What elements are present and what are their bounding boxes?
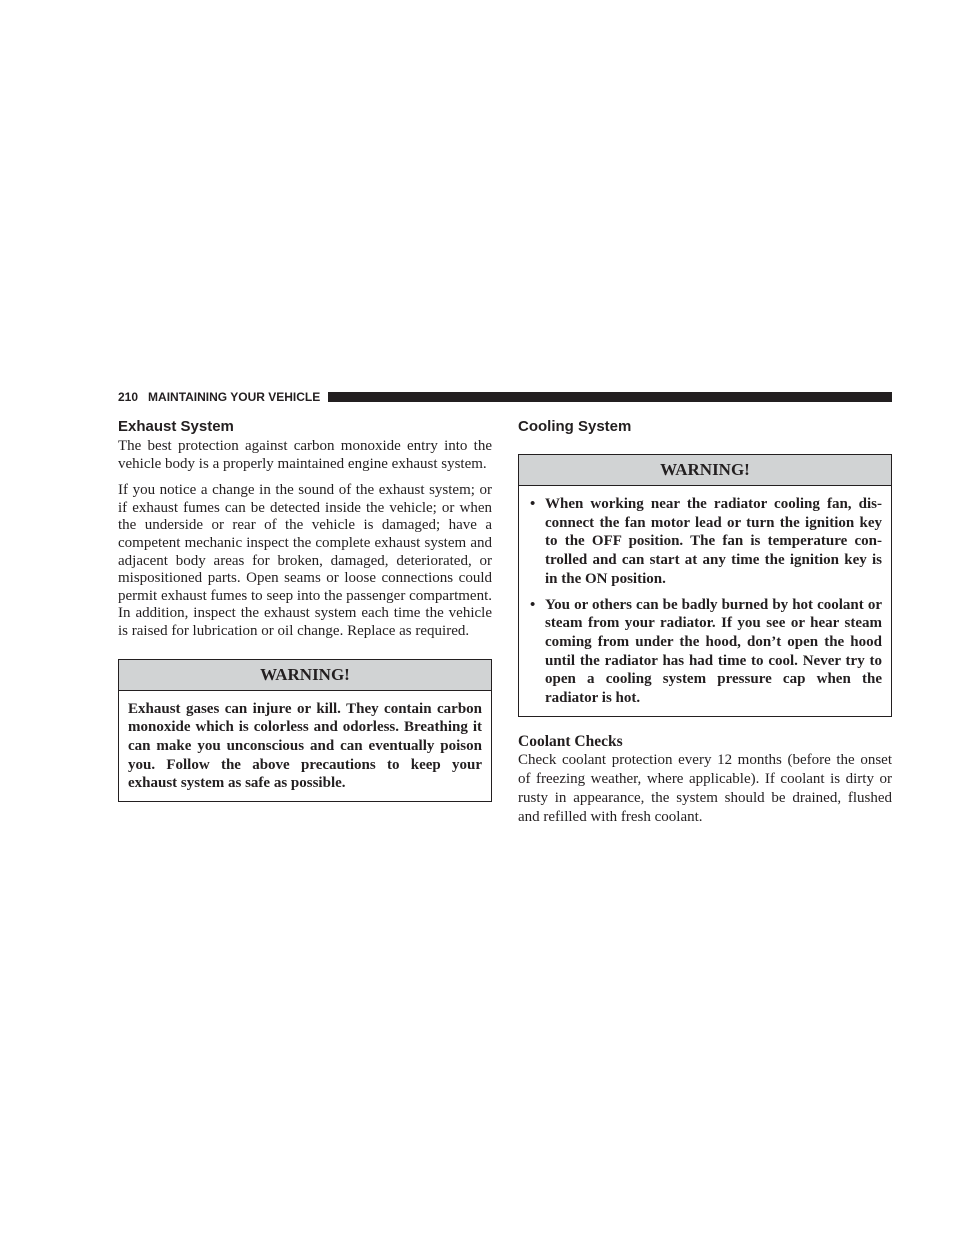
exhaust-paragraph-2: If you notice a change in the sound of the exhaust system; or if exhaust fumes can be detected inside the vehicle; or when the underside or rear of the vehicle is damaged; have a competent mechanic inspect the complete exhaust system and adjacent body areas for broken, damaged, deteriorated, or mispositioned parts. Open seams or loose connections could permit exhaust fumes to seep into the passenger compartment. In addition, inspect the exhaust system each time the vehicle is raised for lubrication or oil change. Replace as required. (118, 482, 492, 639)
right-column (518, 418, 892, 827)
list-item (528, 596, 882, 708)
list-item (528, 495, 882, 589)
section-title: MAINTAINING YOUR VEHICLE (148, 390, 321, 404)
cooling-system-heading: Cooling System (518, 418, 632, 435)
exhaust-paragraph-1: The best protection against carbon monoxide entry into the vehicle body is a properly maintained engine exhaust system. (118, 438, 492, 472)
page-header (118, 389, 892, 405)
warning-list (528, 495, 882, 708)
bullet-icon: • (530, 496, 536, 512)
warning-item-text: When working near the radiator cooling fan, disconnect the fan motor lead or turn the ignition key to the OFF position. The fan is temperature controlled and can start at any time the ignition key is in the ON position. (545, 496, 882, 587)
cooling-warning-box (518, 454, 892, 717)
coolant-checks-heading: Coolant Checks (518, 732, 623, 750)
page-number: 210 (118, 390, 139, 404)
warning-item-text: You or others can be badly burned by hot coolant or steam from your radiator. If you see or hear steam coming from under the hood, don’t open the hood until the radiator has had time to cool. Never try to open a cooling system pressure cap when the radiator is hot. (545, 596, 882, 707)
exhaust-system-heading: Exhaust System (118, 418, 234, 435)
left-column (118, 418, 492, 802)
exhaust-warning-box (118, 659, 492, 803)
exhaust-warning-text: Exhaust gases can injure or kill. They contain carbon monoxide which is colorless and odorless. Breathing it can make you unconscious and can eventually poison you. Follow the above precautions to keep your exhaust system as safe as possible. (128, 700, 482, 792)
warning-title: WARNING! (119, 660, 491, 691)
bullet-icon: • (530, 596, 536, 613)
coolant-checks-paragraph: Check coolant protection every 12 months (before the onset of freezing weather, where applicable). If coolant is dirty or rusty in appearance, the system should be drained, flushed and refilled with fresh coolant. (518, 751, 892, 825)
header-rule (328, 392, 892, 402)
warning-title: WARNING! (519, 455, 891, 486)
